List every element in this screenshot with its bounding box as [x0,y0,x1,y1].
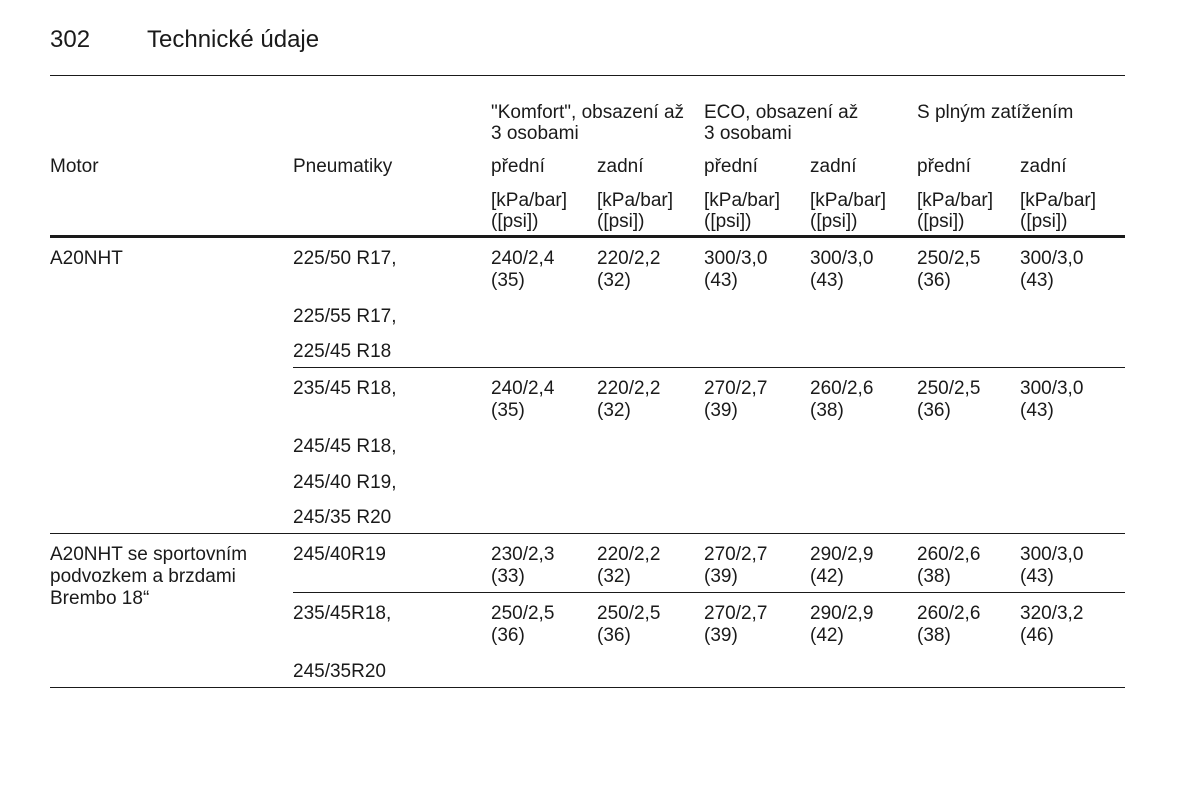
header-rule [50,75,1125,76]
pressure-value: 320/3,2 (46) [1020,603,1084,646]
comfort-rear-header: zadní [597,156,644,177]
tire-size: 245/40R19 [293,544,386,565]
full-front-unit: [kPa/bar] ([psi]) [917,190,994,232]
motor-cell: A20NHT se sportovním podvozkem a brzdami Brembo 18“ [50,544,248,609]
pressure-value: 300/3,0 (43) [1020,544,1084,587]
pressure-value: 270/2,7 (39) [704,603,768,646]
pressure-value: 300/3,0 (43) [1020,248,1084,291]
row-divider [293,592,1125,593]
page-title: Technické údaje [147,26,320,53]
table-header-rule [50,235,1125,238]
tire-size: 245/35 R20 [293,507,392,528]
full-rear-unit: [kPa/bar] ([psi]) [1020,190,1097,232]
pressure-value: 250/2,5 (36) [597,603,661,646]
pressure-value: 230/2,3 (33) [491,544,555,587]
eco-group-header: ECO, obsazení až 3 osobami [704,102,859,144]
tire-size: 245/35R20 [293,661,386,682]
pressure-value: 290/2,9 (42) [810,603,874,646]
pressure-value: 220/2,2 (32) [597,248,661,291]
pressure-value: 270/2,7 (39) [704,378,768,421]
tire-size: 235/45R18, [293,603,392,624]
row-divider [293,367,1125,368]
tire-size: 245/45 R18, [293,436,397,457]
full-rear-header: zadní [1020,156,1067,177]
pressure-value: 240/2,4 (35) [491,378,555,421]
pressure-value: 260/2,6 (38) [917,603,981,646]
eco-rear-header: zadní [810,156,857,177]
tires-column-header: Pneumatiky [293,156,393,177]
eco-front-unit: [kPa/bar] ([psi]) [704,190,781,232]
comfort-front-header: přední [491,156,545,177]
pressure-value: 220/2,2 (32) [597,378,661,421]
table-bottom-rule [50,687,1125,688]
pressure-value: 300/3,0 (43) [1020,378,1084,421]
pressure-value: 260/2,6 (38) [810,378,874,421]
section-divider [50,533,1125,534]
pressure-value: 290/2,9 (42) [810,544,874,587]
comfort-rear-unit: [kPa/bar] ([psi]) [597,190,674,232]
comfort-group-header: "Komfort", obsazení až 3 osobami [491,102,685,144]
full-front-header: přední [917,156,971,177]
pressure-value: 270/2,7 (39) [704,544,768,587]
pressure-value: 250/2,5 (36) [491,603,555,646]
full-load-group-header: S plným zatížením [917,102,1074,123]
pressure-value: 250/2,5 (36) [917,378,981,421]
tire-size: 245/40 R19, [293,472,397,493]
pressure-value: 220/2,2 (32) [597,544,661,587]
page-number: 302 [50,26,91,53]
eco-front-header: přední [704,156,758,177]
tire-size: 225/50 R17, [293,248,397,269]
comfort-front-unit: [kPa/bar] ([psi]) [491,190,568,232]
eco-rear-unit: [kPa/bar] ([psi]) [810,190,887,232]
tire-size: 225/45 R18 [293,341,392,362]
pressure-value: 240/2,4 (35) [491,248,555,291]
pressure-value: 250/2,5 (36) [917,248,981,291]
pressure-value: 300/3,0 (43) [810,248,874,291]
motor-column-header: Motor [50,156,99,177]
tire-size: 225/55 R17, [293,306,397,327]
motor-cell: A20NHT [50,248,123,269]
pressure-value: 300/3,0 (43) [704,248,768,291]
pressure-value: 260/2,6 (38) [917,544,981,587]
tire-size: 235/45 R18, [293,378,397,399]
